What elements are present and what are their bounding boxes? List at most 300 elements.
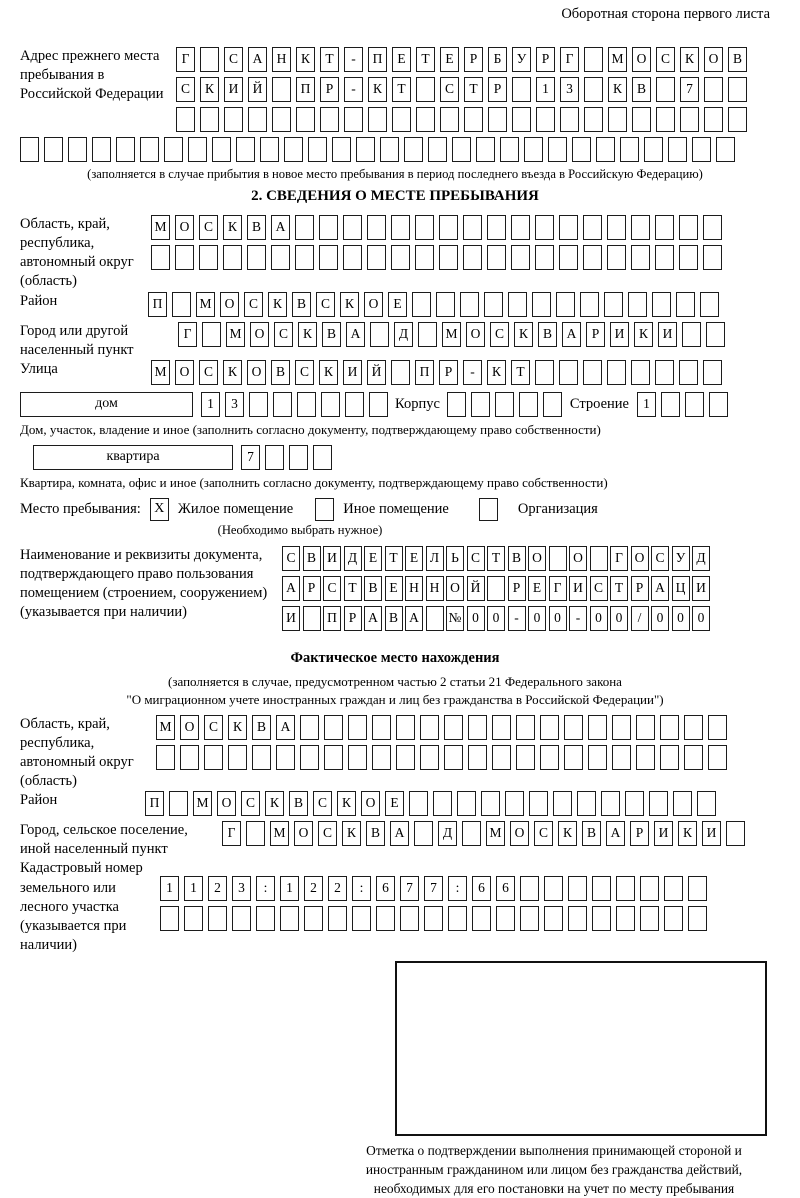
char-cell [708, 745, 727, 770]
char-cell: О [364, 292, 383, 317]
char-cell [500, 137, 519, 162]
char-cell [716, 137, 735, 162]
checkbox-inoe[interactable] [315, 498, 334, 521]
char-cell [511, 245, 530, 270]
char-cell [520, 876, 539, 901]
char-cell [655, 360, 674, 385]
house-box: дом [20, 392, 193, 417]
char-cell: Т [344, 576, 362, 601]
char-cell: Р [344, 606, 362, 631]
char-cell [577, 791, 596, 816]
char-cell: О [569, 546, 587, 571]
char-cell [396, 715, 415, 740]
char-cell: П [368, 47, 387, 72]
char-cell [468, 715, 487, 740]
apartment-box: квартира [33, 445, 233, 470]
char-cell: 0 [590, 606, 608, 631]
char-cell [180, 745, 199, 770]
char-cell: Е [392, 47, 411, 72]
char-cell: Г [178, 322, 197, 347]
char-cell: В [303, 546, 321, 571]
char-cell [415, 245, 434, 270]
char-cell: С [318, 821, 337, 846]
char-cell: 2 [304, 876, 323, 901]
char-cell: К [342, 821, 361, 846]
city-block [20, 322, 770, 360]
char-cell [92, 137, 111, 162]
char-cell [447, 392, 466, 417]
stamp-caption: Отметка о подтверждении выполнения принимающей стороной и иностранным гражданином или лицом без гражданства действий, необходимых для его постановки на учет по месту пребывания [365, 1143, 743, 1197]
char-cell [704, 107, 723, 132]
char-cell [487, 245, 506, 270]
char-cell [680, 107, 699, 132]
city-row [178, 322, 730, 348]
char-cell [543, 392, 562, 417]
char-cell [612, 745, 631, 770]
char-cell [660, 745, 679, 770]
char-cell: 3 [560, 77, 579, 102]
char-cell: Р [464, 47, 483, 72]
char-cell [246, 821, 265, 846]
char-cell [559, 245, 578, 270]
char-cell [655, 245, 674, 270]
char-cell: О [294, 821, 313, 846]
char-cell: Е [364, 546, 382, 571]
char-cell [664, 876, 683, 901]
char-cell [247, 245, 266, 270]
char-cell: К [200, 77, 219, 102]
char-cell [300, 745, 319, 770]
char-cell [200, 107, 219, 132]
char-cell [343, 215, 362, 240]
char-cell: Г [610, 546, 628, 571]
char-cell [535, 360, 554, 385]
char-cell [296, 107, 315, 132]
char-cell: М [442, 322, 461, 347]
char-cell: К [337, 791, 356, 816]
char-cell [319, 245, 338, 270]
char-cell: С [224, 47, 243, 72]
actual-region-label: Область, край, республика, автономный округ (область) [20, 715, 134, 789]
char-cell [224, 107, 243, 132]
option-inoe-label: Иное помещение [343, 500, 449, 517]
char-cell [588, 715, 607, 740]
char-cell: С [204, 715, 223, 740]
char-cell [348, 715, 367, 740]
char-cell: 0 [528, 606, 546, 631]
char-cell: Т [385, 546, 403, 571]
checkbox-zhiloe[interactable]: X [150, 498, 169, 521]
char-cell [223, 245, 242, 270]
char-cell [415, 215, 434, 240]
char-cell [568, 876, 587, 901]
char-cell [256, 906, 275, 931]
street-row [151, 360, 727, 386]
district-block [20, 292, 770, 322]
char-cell: Р [488, 77, 507, 102]
char-cell [313, 445, 332, 470]
char-cell [592, 876, 611, 901]
char-cell: А [346, 322, 365, 347]
char-cell [356, 137, 375, 162]
char-cell [249, 392, 268, 417]
char-cell [392, 107, 411, 132]
char-cell [588, 745, 607, 770]
char-cell: В [292, 292, 311, 317]
char-cell [688, 906, 707, 931]
char-cell: М [196, 292, 215, 317]
char-cell [300, 715, 319, 740]
char-cell [692, 137, 711, 162]
char-cell: И [282, 606, 300, 631]
char-cell: Е [528, 576, 546, 601]
char-cell [352, 906, 371, 931]
char-cell [324, 715, 343, 740]
char-cell [590, 546, 608, 571]
char-cell: К [223, 215, 242, 240]
char-cell [265, 445, 284, 470]
char-cell [471, 392, 490, 417]
char-cell: Ь [446, 546, 464, 571]
document-row-3 [282, 606, 770, 632]
char-cell [728, 107, 747, 132]
street-label: Улица [20, 360, 58, 377]
char-cell [549, 546, 567, 571]
char-cell: 1 [201, 392, 220, 417]
char-cell: А [562, 322, 581, 347]
char-cell [704, 77, 723, 102]
char-cell [391, 245, 410, 270]
char-cell: : [256, 876, 275, 901]
char-cell: П [323, 606, 341, 631]
prev-address-row-1 [176, 47, 770, 73]
char-cell: С [323, 576, 341, 601]
char-cell [584, 47, 603, 72]
char-cell [631, 245, 650, 270]
char-cell [568, 906, 587, 931]
prev-address-caption: (заполняется в случае прибытия в новое место пребывания в период последнего въезда в Российскую Федерацию) [87, 167, 703, 181]
stamp-area [20, 961, 770, 1198]
document-label: Наименование и реквизиты документа, подтверждающего право пользования помещением (строением, сооружением) (указывается при наличии) [20, 546, 268, 621]
char-cell: В [582, 821, 601, 846]
stamp-box [395, 961, 767, 1136]
char-cell: О [704, 47, 723, 72]
char-cell: С [467, 546, 485, 571]
char-cell [524, 137, 543, 162]
char-cell [319, 215, 338, 240]
char-cell [409, 791, 428, 816]
char-cell [368, 107, 387, 132]
char-cell [308, 137, 327, 162]
char-cell [631, 360, 650, 385]
korpus-cells [447, 392, 567, 409]
char-cell [688, 876, 707, 901]
char-cell: О [175, 360, 194, 385]
char-cell [426, 606, 444, 631]
char-cell: : [448, 876, 467, 901]
char-cell: К [340, 292, 359, 317]
actual-region-row-1 [156, 715, 770, 741]
char-cell [436, 292, 455, 317]
char-cell [516, 745, 535, 770]
district-label: Район [20, 292, 58, 309]
char-cell: 7 [241, 445, 260, 470]
char-cell: А [606, 821, 625, 846]
char-cell [428, 137, 447, 162]
char-cell: О [180, 715, 199, 740]
char-cell [252, 745, 271, 770]
char-cell: Р [631, 576, 649, 601]
char-cell [703, 245, 722, 270]
prev-address-row-2 [176, 77, 770, 103]
actual-region-row-2 [156, 745, 770, 771]
char-cell: Й [367, 360, 386, 385]
char-cell [553, 791, 572, 816]
char-cell: Г [222, 821, 241, 846]
char-cell: О [631, 546, 649, 571]
char-cell [320, 107, 339, 132]
char-cell [488, 107, 507, 132]
char-cell [481, 791, 500, 816]
char-cell: В [508, 546, 526, 571]
char-cell [176, 107, 195, 132]
char-cell [444, 745, 463, 770]
char-cell [532, 292, 551, 317]
cadastral-row-1 [160, 876, 770, 902]
char-cell [684, 745, 703, 770]
char-cell: Е [385, 576, 403, 601]
apartment-row [33, 445, 770, 471]
char-cell: 0 [487, 606, 505, 631]
char-cell [396, 745, 415, 770]
char-cell [631, 215, 650, 240]
char-cell [616, 906, 635, 931]
actual-region-block [20, 715, 770, 792]
char-cell: 0 [549, 606, 567, 631]
prev-address-label: Адрес прежнего места пребывания в Российской Федерации [20, 48, 164, 103]
char-cell: Е [385, 791, 404, 816]
char-cell [616, 876, 635, 901]
char-cell: О [247, 360, 266, 385]
char-cell: 1 [536, 77, 555, 102]
char-cell [636, 745, 655, 770]
char-cell: А [390, 821, 409, 846]
char-cell: Р [508, 576, 526, 601]
char-cell: К [296, 47, 315, 72]
char-cell [367, 245, 386, 270]
char-cell [628, 292, 647, 317]
char-cell [420, 715, 439, 740]
char-cell [584, 107, 603, 132]
char-cell: 2 [328, 876, 347, 901]
char-cell [656, 107, 675, 132]
char-cell: С [176, 77, 195, 102]
char-cell: К [514, 322, 533, 347]
char-cell [649, 791, 668, 816]
char-cell: П [415, 360, 434, 385]
char-cell [520, 906, 539, 931]
char-cell: О [528, 546, 546, 571]
char-cell [529, 791, 548, 816]
char-cell [540, 715, 559, 740]
char-cell [661, 392, 680, 417]
char-cell [583, 245, 602, 270]
char-cell [20, 137, 39, 162]
prev-address-block [20, 47, 770, 182]
document-row-1 [282, 546, 770, 572]
char-cell [655, 215, 674, 240]
char-cell [607, 360, 626, 385]
char-cell [343, 245, 362, 270]
char-cell [472, 906, 491, 931]
char-cell [324, 745, 343, 770]
char-cell: 2 [208, 876, 227, 901]
char-cell [444, 715, 463, 740]
char-cell [452, 137, 471, 162]
char-cell [345, 392, 364, 417]
char-cell: Т [416, 47, 435, 72]
char-cell [462, 821, 481, 846]
char-cell [321, 392, 340, 417]
street-block [20, 360, 770, 390]
char-cell [440, 107, 459, 132]
char-cell [448, 906, 467, 931]
char-cell: А [271, 215, 290, 240]
char-cell [208, 906, 227, 931]
checkbox-organizatsiya[interactable] [479, 498, 498, 521]
document-row-2 [282, 576, 770, 602]
char-cell [369, 392, 388, 417]
char-cell [679, 360, 698, 385]
cadastral-label: Кадастровый номер земельного или лесного участка (указывается при наличии) [20, 860, 143, 953]
char-cell [706, 322, 725, 347]
char-cell [492, 745, 511, 770]
char-cell [703, 360, 722, 385]
char-cell: Т [610, 576, 628, 601]
char-cell: 0 [692, 606, 710, 631]
char-cell [200, 47, 219, 72]
char-cell: 7 [680, 77, 699, 102]
char-cell: В [289, 791, 308, 816]
char-cell: Р [303, 576, 321, 601]
char-cell [344, 107, 363, 132]
char-cell [484, 292, 503, 317]
char-cell [535, 215, 554, 240]
char-cell: А [282, 576, 300, 601]
char-cell [463, 215, 482, 240]
char-cell: М [151, 215, 170, 240]
char-cell: К [487, 360, 506, 385]
char-cell: К [228, 715, 247, 740]
char-cell: К [368, 77, 387, 102]
char-cell: 0 [610, 606, 628, 631]
stay-type-row [20, 498, 770, 521]
char-cell [248, 107, 267, 132]
char-cell: М [226, 322, 245, 347]
char-cell: И [654, 821, 673, 846]
char-cell [260, 137, 279, 162]
char-cell: С [313, 791, 332, 816]
char-cell: И [323, 546, 341, 571]
char-cell: В [366, 821, 385, 846]
char-cell [519, 392, 538, 417]
char-cell: Д [394, 322, 413, 347]
char-cell: В [728, 47, 747, 72]
char-cell [164, 137, 183, 162]
char-cell [400, 906, 419, 931]
char-cell: К [265, 791, 284, 816]
char-cell: 0 [651, 606, 669, 631]
apartment-caption: Квартира, комната, офис и иное (заполнить согласно документу, подтверждающему право собственности) [20, 474, 608, 490]
char-cell: П [148, 292, 167, 317]
char-cell [684, 715, 703, 740]
char-cell: А [276, 715, 295, 740]
char-cell: А [364, 606, 382, 631]
char-cell: Т [487, 546, 505, 571]
char-cell: У [512, 47, 531, 72]
char-cell [559, 215, 578, 240]
char-cell [536, 107, 555, 132]
char-cell [463, 245, 482, 270]
char-cell [583, 360, 602, 385]
char-cell: № [446, 606, 464, 631]
char-cell: 1 [637, 392, 656, 417]
char-cell: С [651, 546, 669, 571]
char-cell [232, 906, 251, 931]
char-cell: С [199, 215, 218, 240]
char-cell: И [610, 322, 629, 347]
char-cell: С [656, 47, 675, 72]
char-cell: О [446, 576, 464, 601]
char-cell: 7 [400, 876, 419, 901]
char-cell [380, 137, 399, 162]
region-row-1 [151, 215, 770, 241]
char-cell [560, 107, 579, 132]
region-label: Область, край, республика, автономный округ (область) [20, 216, 134, 290]
char-cell [412, 292, 431, 317]
char-cell [416, 77, 435, 102]
char-cell: 3 [225, 392, 244, 417]
char-cell [295, 245, 314, 270]
page-header: Оборотная сторона первого листа [561, 6, 770, 22]
char-cell [212, 137, 231, 162]
char-cell: Д [438, 821, 457, 846]
char-cell [636, 715, 655, 740]
cadastral-row-2 [160, 906, 770, 932]
char-cell: К [558, 821, 577, 846]
char-cell [332, 137, 351, 162]
char-cell [391, 360, 410, 385]
char-cell [604, 292, 623, 317]
char-cell: С [590, 576, 608, 601]
char-cell: И [702, 821, 721, 846]
char-cell: Р [586, 322, 605, 347]
char-cell: С [241, 791, 260, 816]
char-cell: Й [467, 576, 485, 601]
char-cell: 0 [672, 606, 690, 631]
char-cell [664, 906, 683, 931]
char-cell [367, 215, 386, 240]
char-cell: Б [488, 47, 507, 72]
char-cell [564, 745, 583, 770]
char-cell: Т [511, 360, 530, 385]
char-cell [652, 292, 671, 317]
char-cell: И [224, 77, 243, 102]
char-cell: - [344, 47, 363, 72]
char-cell: : [352, 876, 371, 901]
char-cell [272, 77, 291, 102]
char-cell [656, 77, 675, 102]
